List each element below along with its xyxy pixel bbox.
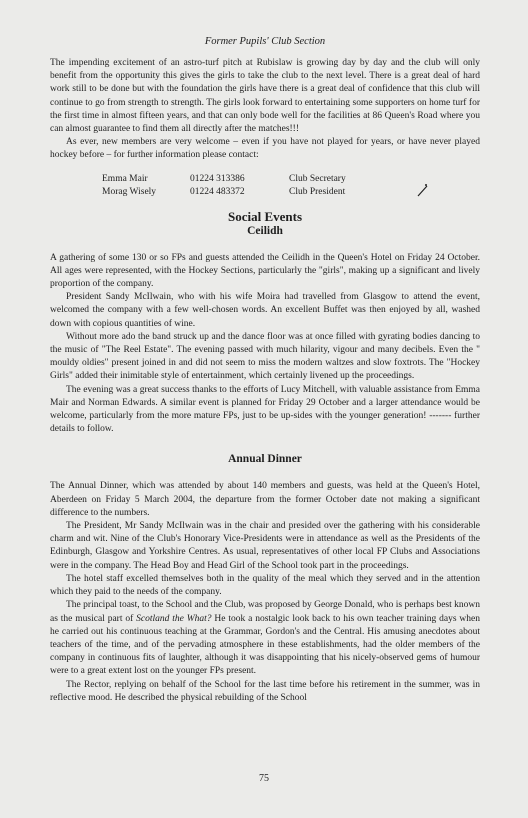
ceilidh-paragraph-2: President Sandy McIlwain, who with his wife Moira had travelled from Glasgow to attend the event, welcomed the company with a few well-chosen words. An excellent Buffet was then enjoyed by all, washed down with copious quantities of wine. [50, 292, 480, 329]
show-title: Scotland the What? [136, 613, 212, 624]
intro-paragraph-1: The impending excitement of an astro-turf pitch at Rubislaw is growing day by day and the club will only benefit from the opportunity this gives the girls to take the club to the next level. There is a great deal of hard work still to be done but with the foundation the girls have there is a great deal of confidence that this club will continue to go from strength to strength. The girls look forward to entertaining some supporters on home turf for the first time in almost fifteen years, and that can only bode well for the facilities at 86 Queen's Road where you can almost guarantee to find them all directly after the matches!!! [50, 58, 480, 135]
contact-phone: 01224 483372 [190, 186, 245, 197]
toast-text-after: He took a nostalgic look back to his own teacher training days when he carried out his continuous teaching at the Grammar, Gordon's and the Central. His amusing anecdotes about teachers of the time, and of the pervading atmosphere in these establishments, had the older members of the company in continuous fits of laughter, although it was disappointing that his nicely-observed gems of humour were to a great extent lost on the younger FPs present. [50, 613, 480, 677]
dinner-paragraph-1: The Annual Dinner, which was attended by about 140 members and guests, was held at the Queen's Hotel, Aberdeen on Friday 5 March 2004, the departure from the former October date not making a significant difference to the numbers. [50, 481, 480, 518]
subsection-title-ceilidh: Ceilidh [247, 224, 283, 237]
ceilidh-paragraph-3: Without more ado the band struck up and the dance floor was at once filled with gyrating bodies dancing to the music of "The Reel Estate". The evening passed with much hilarity, vigour and many decibels. Even the " mouldy oldies" present joined in and did not seem to miss the modern waltzes and slow foxtrots. The "Hockey Girls" added their inimitable style of entertainment, which certainly livened up the proceedings. [50, 331, 480, 382]
contact-role: Club President [289, 186, 346, 197]
contact-name: Morag Wisely [102, 186, 157, 197]
contact-phone: 01224 313386 [190, 173, 245, 184]
contact-name: Emma Mair [102, 173, 148, 184]
dinner-paragraph-toast [50, 599, 480, 678]
dinner-paragraph-2: The President, Mr Sandy McIlwain was in the chair and presided over the gathering with his considerable charm and wit. Nine of the Club's Honorary Vice-Presidents were in attendance as well as the Presidents of the Edinburgh, Glasgow and Yorkshire Centres. As usual, representatives of other local FP Clubs and Associations were in the company. The Head Boy and Head Girl of the School took part in the proceedings. [50, 521, 480, 571]
ceilidh-paragraph-1: A gathering of some 130 or so FPs and guests attended the Ceilidh in the Queen's Hotel on Friday 24 October. All ages were represented, with the Hockey Sections, particularly the "girls", making up a significant and lively proportion of the company. [50, 252, 480, 290]
dinner-paragraph-rector: The Rector, replying on behalf of the School for the last time before his retirement in the summer, was in reflective mood. He described the physical rebuilding of the School [50, 679, 480, 703]
intro-paragraph-2: As ever, new members are very welcome – even if you have not played for years, or have never played hockey before – for further information please contact: [50, 137, 480, 161]
section-title-annual-dinner: Annual Dinner [228, 453, 302, 466]
pen-mark-icon [416, 182, 430, 198]
toast-text-before: The principal toast, to the School and the Club, was proposed by George Donald, who is perhaps best known as the musical part of [50, 600, 480, 624]
running-header: Former Pupils' Club Section [204, 36, 326, 47]
ceilidh-paragraph-4: The evening was a great success thanks to the efforts of Lucy Mitchell, with valuable assistance from Emma Mair and Norman Edwards. A similar event is planned for Friday 29 October and a larger attendance would be welcome, particularly from the more mature FPs, just to be up-sides with the younger generation! ------- further details to follow. [50, 384, 480, 435]
section-title-social-events: Social Events [227, 208, 303, 224]
contact-role: Club Secretary [289, 173, 346, 184]
page-number: 75 [259, 773, 269, 784]
dinner-paragraph-3: The hotel staff excelled themselves both in the quality of the meal which they served and in the attention which they paid to the needs of the company. [50, 573, 480, 598]
